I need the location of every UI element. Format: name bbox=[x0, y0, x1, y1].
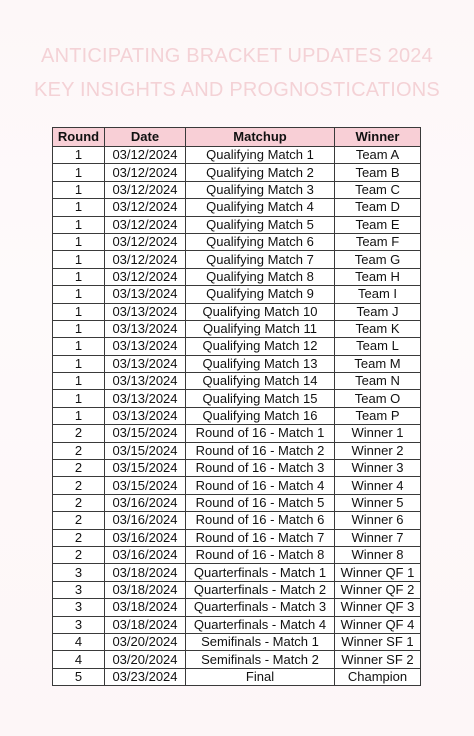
table-row bbox=[53, 633, 421, 650]
matchup-cell: Quarterfinals - Match 2 bbox=[186, 581, 335, 598]
winner-cell: Winner QF 3 bbox=[335, 599, 421, 616]
matchup-cell: Qualifying Match 1 bbox=[186, 147, 335, 164]
round-cell: 3 bbox=[53, 581, 105, 598]
bracket-table bbox=[52, 127, 421, 686]
winner-cell: Winner SF 2 bbox=[335, 651, 421, 668]
matchup-cell: Qualifying Match 6 bbox=[186, 233, 335, 250]
matchup-cell: Qualifying Match 16 bbox=[186, 407, 335, 424]
matchup-cell: Qualifying Match 7 bbox=[186, 251, 335, 268]
round-cell: 1 bbox=[53, 390, 105, 407]
round-cell: 1 bbox=[53, 355, 105, 372]
round-cell: 1 bbox=[53, 286, 105, 303]
winner-cell: Winner QF 1 bbox=[335, 564, 421, 581]
date-cell: 03/12/2024 bbox=[105, 268, 186, 285]
page-title: ANTICIPATING BRACKET UPDATES 2024 bbox=[41, 45, 433, 67]
winner-cell: Winner 7 bbox=[335, 529, 421, 546]
winner-cell: Team M bbox=[335, 355, 421, 372]
matchup-cell: Qualifying Match 9 bbox=[186, 286, 335, 303]
matchup-cell: Round of 16 - Match 3 bbox=[186, 460, 335, 477]
column-header-matchup: Matchup bbox=[186, 128, 335, 147]
winner-cell: Team D bbox=[335, 199, 421, 216]
table-row bbox=[53, 286, 421, 303]
round-cell: 1 bbox=[53, 407, 105, 424]
winner-cell: Team A bbox=[335, 147, 421, 164]
matchup-cell: Round of 16 - Match 5 bbox=[186, 494, 335, 511]
date-cell: 03/13/2024 bbox=[105, 355, 186, 372]
matchup-cell: Qualifying Match 12 bbox=[186, 338, 335, 355]
winner-cell: Team J bbox=[335, 303, 421, 320]
round-cell: 3 bbox=[53, 616, 105, 633]
table-row bbox=[53, 529, 421, 546]
round-cell: 2 bbox=[53, 477, 105, 494]
matchup-cell: Quarterfinals - Match 3 bbox=[186, 599, 335, 616]
table-row bbox=[53, 442, 421, 459]
date-cell: 03/18/2024 bbox=[105, 599, 186, 616]
date-cell: 03/20/2024 bbox=[105, 651, 186, 668]
matchup-cell: Quarterfinals - Match 4 bbox=[186, 616, 335, 633]
table-row bbox=[53, 338, 421, 355]
table-row bbox=[53, 494, 421, 511]
column-header-round: Round bbox=[53, 128, 105, 147]
date-cell: 03/15/2024 bbox=[105, 442, 186, 459]
table-row bbox=[53, 407, 421, 424]
date-cell: 03/12/2024 bbox=[105, 233, 186, 250]
round-cell: 1 bbox=[53, 233, 105, 250]
table-row bbox=[53, 390, 421, 407]
winner-cell: Team I bbox=[335, 286, 421, 303]
winner-cell: Winner SF 1 bbox=[335, 633, 421, 650]
round-cell: 3 bbox=[53, 564, 105, 581]
winner-cell: Winner 1 bbox=[335, 425, 421, 442]
round-cell: 1 bbox=[53, 199, 105, 216]
date-cell: 03/13/2024 bbox=[105, 373, 186, 390]
winner-cell: Winner QF 2 bbox=[335, 581, 421, 598]
table-row bbox=[53, 373, 421, 390]
round-cell: 2 bbox=[53, 512, 105, 529]
winner-cell: Team O bbox=[335, 390, 421, 407]
round-cell: 1 bbox=[53, 147, 105, 164]
date-cell: 03/20/2024 bbox=[105, 633, 186, 650]
date-cell: 03/13/2024 bbox=[105, 407, 186, 424]
round-cell: 4 bbox=[53, 651, 105, 668]
winner-cell: Team K bbox=[335, 320, 421, 337]
date-cell: 03/13/2024 bbox=[105, 320, 186, 337]
round-cell: 1 bbox=[53, 216, 105, 233]
table-row bbox=[53, 616, 421, 633]
table-row bbox=[53, 425, 421, 442]
table-row bbox=[53, 233, 421, 250]
matchup-cell: Round of 16 - Match 2 bbox=[186, 442, 335, 459]
winner-cell: Team B bbox=[335, 164, 421, 181]
winner-cell: Team G bbox=[335, 251, 421, 268]
table-row bbox=[53, 581, 421, 598]
matchup-cell: Final bbox=[186, 668, 335, 685]
matchup-cell: Qualifying Match 2 bbox=[186, 164, 335, 181]
date-cell: 03/16/2024 bbox=[105, 512, 186, 529]
date-cell: 03/12/2024 bbox=[105, 147, 186, 164]
date-cell: 03/15/2024 bbox=[105, 425, 186, 442]
matchup-cell: Round of 16 - Match 7 bbox=[186, 529, 335, 546]
table-row bbox=[53, 268, 421, 285]
date-cell: 03/18/2024 bbox=[105, 581, 186, 598]
date-cell: 03/15/2024 bbox=[105, 460, 186, 477]
table-header-row bbox=[53, 128, 421, 147]
round-cell: 1 bbox=[53, 164, 105, 181]
winner-cell: Winner QF 4 bbox=[335, 616, 421, 633]
date-cell: 03/13/2024 bbox=[105, 286, 186, 303]
table-row bbox=[53, 512, 421, 529]
date-cell: 03/12/2024 bbox=[105, 251, 186, 268]
table-row bbox=[53, 668, 421, 685]
table-body bbox=[53, 147, 421, 686]
table-row bbox=[53, 216, 421, 233]
winner-cell: Winner 5 bbox=[335, 494, 421, 511]
winner-cell: Team L bbox=[335, 338, 421, 355]
round-cell: 1 bbox=[53, 251, 105, 268]
date-cell: 03/13/2024 bbox=[105, 303, 186, 320]
date-cell: 03/16/2024 bbox=[105, 529, 186, 546]
date-cell: 03/16/2024 bbox=[105, 546, 186, 563]
table-row bbox=[53, 477, 421, 494]
winner-cell: Champion bbox=[335, 668, 421, 685]
table-row bbox=[53, 651, 421, 668]
date-cell: 03/23/2024 bbox=[105, 668, 186, 685]
date-cell: 03/12/2024 bbox=[105, 199, 186, 216]
winner-cell: Winner 3 bbox=[335, 460, 421, 477]
column-header-date: Date bbox=[105, 128, 186, 147]
round-cell: 4 bbox=[53, 633, 105, 650]
table-row bbox=[53, 355, 421, 372]
matchup-cell: Round of 16 - Match 1 bbox=[186, 425, 335, 442]
date-cell: 03/18/2024 bbox=[105, 564, 186, 581]
date-cell: 03/12/2024 bbox=[105, 181, 186, 198]
page-subtitle: KEY INSIGHTS AND PROGNOSTICATIONS bbox=[34, 79, 440, 101]
matchup-cell: Qualifying Match 13 bbox=[186, 355, 335, 372]
round-cell: 2 bbox=[53, 442, 105, 459]
date-cell: 03/13/2024 bbox=[105, 338, 186, 355]
winner-cell: Winner 6 bbox=[335, 512, 421, 529]
round-cell: 5 bbox=[53, 668, 105, 685]
round-cell: 2 bbox=[53, 546, 105, 563]
date-cell: 03/16/2024 bbox=[105, 494, 186, 511]
round-cell: 2 bbox=[53, 529, 105, 546]
table-row bbox=[53, 147, 421, 164]
winner-cell: Team N bbox=[335, 373, 421, 390]
table-row bbox=[53, 320, 421, 337]
round-cell: 1 bbox=[53, 303, 105, 320]
table-row bbox=[53, 564, 421, 581]
matchup-cell: Qualifying Match 3 bbox=[186, 181, 335, 198]
round-cell: 2 bbox=[53, 425, 105, 442]
winner-cell: Team H bbox=[335, 268, 421, 285]
round-cell: 3 bbox=[53, 599, 105, 616]
table-row bbox=[53, 181, 421, 198]
matchup-cell: Quarterfinals - Match 1 bbox=[186, 564, 335, 581]
round-cell: 1 bbox=[53, 268, 105, 285]
winner-cell: Team P bbox=[335, 407, 421, 424]
matchup-cell: Qualifying Match 5 bbox=[186, 216, 335, 233]
matchup-cell: Round of 16 - Match 4 bbox=[186, 477, 335, 494]
winner-cell: Team F bbox=[335, 233, 421, 250]
table-row bbox=[53, 460, 421, 477]
round-cell: 1 bbox=[53, 373, 105, 390]
matchup-cell: Semifinals - Match 1 bbox=[186, 633, 335, 650]
date-cell: 03/18/2024 bbox=[105, 616, 186, 633]
date-cell: 03/13/2024 bbox=[105, 390, 186, 407]
table-row bbox=[53, 251, 421, 268]
winner-cell: Winner 4 bbox=[335, 477, 421, 494]
table-row bbox=[53, 303, 421, 320]
round-cell: 1 bbox=[53, 320, 105, 337]
matchup-cell: Qualifying Match 15 bbox=[186, 390, 335, 407]
date-cell: 03/15/2024 bbox=[105, 477, 186, 494]
matchup-cell: Round of 16 - Match 6 bbox=[186, 512, 335, 529]
table-row bbox=[53, 546, 421, 563]
table-row bbox=[53, 199, 421, 216]
date-cell: 03/12/2024 bbox=[105, 164, 186, 181]
date-cell: 03/12/2024 bbox=[105, 216, 186, 233]
matchup-cell: Semifinals - Match 2 bbox=[186, 651, 335, 668]
round-cell: 1 bbox=[53, 181, 105, 198]
matchup-cell: Qualifying Match 8 bbox=[186, 268, 335, 285]
round-cell: 1 bbox=[53, 338, 105, 355]
matchup-cell: Qualifying Match 11 bbox=[186, 320, 335, 337]
matchup-cell: Qualifying Match 14 bbox=[186, 373, 335, 390]
winner-cell: Team C bbox=[335, 181, 421, 198]
matchup-cell: Qualifying Match 4 bbox=[186, 199, 335, 216]
matchup-cell: Qualifying Match 10 bbox=[186, 303, 335, 320]
round-cell: 2 bbox=[53, 494, 105, 511]
table-row bbox=[53, 164, 421, 181]
winner-cell: Winner 2 bbox=[335, 442, 421, 459]
column-header-winner: Winner bbox=[335, 128, 421, 147]
matchup-cell: Round of 16 - Match 8 bbox=[186, 546, 335, 563]
round-cell: 2 bbox=[53, 460, 105, 477]
winner-cell: Team E bbox=[335, 216, 421, 233]
winner-cell: Winner 8 bbox=[335, 546, 421, 563]
table-row bbox=[53, 599, 421, 616]
